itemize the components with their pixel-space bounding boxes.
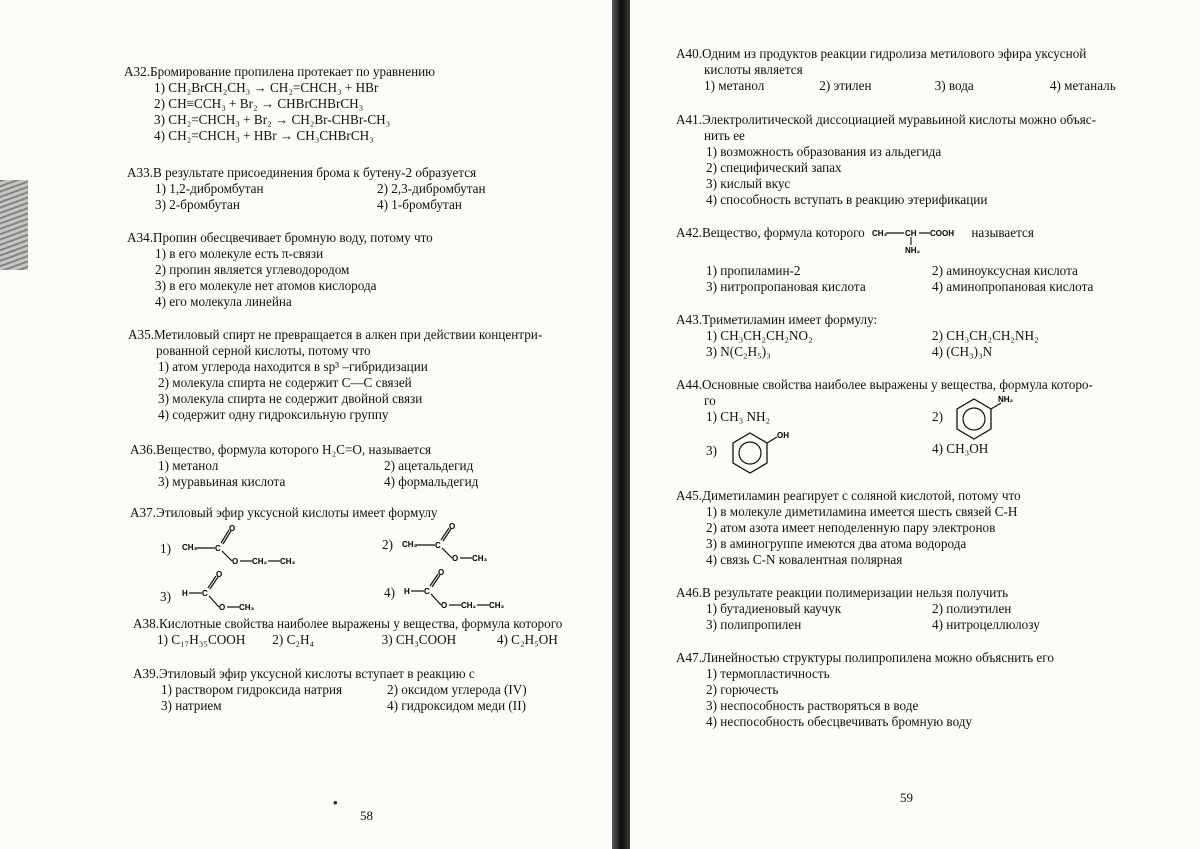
option: 1) в молекуле диметиламина имеется шесть связей C-H — [706, 504, 1018, 519]
option: 3) муравьиная кислота — [158, 474, 286, 489]
option: 1) раствором гидроксида натрия — [161, 682, 343, 697]
option: 4) CH₃OH — [932, 441, 989, 456]
svg-text:C: C — [435, 541, 441, 550]
question-a38 — [133, 616, 603, 648]
question-stem: A46.В результате реакции полимеризации нельзя получить — [676, 585, 1009, 600]
option: 4) способность вступать в реакцию этерификации — [706, 192, 988, 207]
ester-structure-2 — [402, 523, 502, 565]
option: 2) — [932, 409, 943, 424]
ester-structure-3 — [182, 571, 282, 615]
option: 4) C₂H₅OH — [496, 632, 558, 647]
option: 1) метанол — [704, 78, 765, 93]
question-a44 — [676, 377, 1186, 477]
phenol-structure — [722, 425, 802, 475]
option: 1) — [160, 541, 171, 556]
option: 3) полипропилен — [706, 617, 802, 632]
svg-text:COOH: COOH — [930, 229, 955, 238]
scan-mark: • — [333, 795, 338, 810]
option: 1) CH₃CH₂CH₂NO₂ — [706, 328, 813, 343]
option: 3) неспособность растворяться в воде — [706, 698, 919, 713]
option: 1) C₁₇H₃₅COOH — [157, 632, 246, 647]
question-stem: A47.Линейностью структуры полипропилена можно объяснить его — [676, 650, 1054, 665]
question-a42 — [676, 225, 1186, 297]
question-a45 — [676, 488, 1021, 568]
option: 4) (CH₃)₃N — [932, 344, 993, 359]
svg-text:CH: CH — [905, 229, 917, 238]
aminoacid-formula — [870, 225, 966, 255]
option: 2) горючесть — [706, 682, 779, 697]
svg-text:CH₃: CH₃ — [872, 229, 888, 238]
option: 3) — [160, 589, 171, 604]
option: 3) в аминогруппе имеются два атома водорода — [706, 536, 967, 551]
option: 3) N(C₂H₅)₃ — [706, 344, 771, 359]
svg-text:CH₂: CH₂ — [461, 601, 477, 610]
svg-text:H: H — [182, 589, 188, 598]
question-a40 — [676, 46, 1176, 94]
option: 2) CH≡CCH₃ + Br₂ → CHBrCHBrCH₃ — [154, 96, 364, 111]
svg-text:OH: OH — [777, 431, 789, 440]
svg-text:O: O — [438, 569, 445, 577]
option: 1) CH₂BrCH₂CH₃ → CH₂=CHCH₃ + HBr — [154, 80, 379, 95]
question-stem-end: называется — [971, 225, 1034, 240]
question-stem: A36.Вещество, формула которого H₂C=O, называется — [130, 442, 432, 457]
question-stem: A44.Основные свойства наиболее выражены у вещества, формула которо- — [676, 377, 1093, 392]
svg-text:O: O — [449, 523, 456, 531]
svg-text:O: O — [219, 603, 226, 612]
option: 3) молекула спирта не содержит двойной связи — [158, 391, 423, 406]
option: 3) нитропропановая кислота — [706, 279, 866, 294]
question-stem: A35.Метиловый спирт не превращается в алкен при действии концентри- — [128, 327, 543, 342]
svg-text:H: H — [404, 587, 410, 596]
svg-text:CH₃: CH₃ — [402, 540, 418, 549]
question-a36 — [130, 442, 550, 490]
svg-text:NH₂: NH₂ — [905, 246, 921, 255]
question-stem-continued: кислоты является — [704, 62, 803, 77]
svg-text:CH₃: CH₃ — [489, 601, 505, 610]
option: 1) пропиламин-2 — [706, 263, 801, 278]
question-stem-continued: рованной серной кислоты, потому что — [156, 343, 371, 358]
option: 2) полиэтилен — [932, 601, 1012, 616]
question-stem: A38.Кислотные свойства наиболее выражены у вещества, формула которого — [133, 616, 563, 631]
option: 2) аминоуксусная кислота — [932, 263, 1078, 278]
question-a41 — [676, 112, 1096, 208]
svg-text:C: C — [215, 544, 221, 553]
option: 4) неспособность обесцвечивать бромную воду — [706, 714, 973, 729]
question-a35 — [128, 327, 542, 423]
scan-artifact — [0, 180, 28, 270]
question-stem: A39.Этиловый эфир уксусной кислоты вступает в реакцию с — [133, 666, 475, 681]
page-number: 58 — [360, 808, 373, 823]
question-a46 — [676, 585, 1176, 633]
svg-text:NH₂: NH₂ — [998, 395, 1014, 404]
question-stem-continued: нить ее — [704, 128, 745, 143]
option: 2) C₂H₄ — [272, 632, 315, 647]
ester-structure-1 — [182, 523, 307, 565]
option: 3) кислый вкус — [706, 176, 791, 191]
svg-text:CH₃: CH₃ — [280, 557, 296, 565]
svg-text:O: O — [216, 571, 223, 579]
page-number: 59 — [900, 790, 913, 805]
svg-text:C: C — [424, 587, 430, 596]
question-a43 — [676, 312, 1176, 360]
option: 2) CH₃CH₂CH₂NH₂ — [932, 328, 1039, 343]
question-a39 — [133, 666, 573, 714]
option: 4) — [384, 585, 395, 600]
svg-text:CH₃: CH₃ — [182, 543, 198, 552]
svg-text:O: O — [441, 601, 448, 610]
option: 2) ацетальдегид — [384, 458, 474, 473]
aniline-structure — [946, 391, 1016, 441]
option: 1) возможность образования из альдегида — [706, 144, 942, 159]
option: 1) метанол — [158, 458, 219, 473]
option: 4) формальдегид — [384, 474, 479, 489]
question-a34 — [127, 230, 433, 310]
svg-text:CH₃: CH₃ — [472, 554, 488, 563]
option: 3) — [706, 443, 717, 458]
question-stem: A32.Бромирование пропилена протекает по уравнению — [124, 64, 436, 79]
question-stem-continued: го — [704, 393, 716, 408]
option: 2) пропин является углеводородом — [155, 262, 350, 277]
question-stem: A41.Электролитической диссоциацией муравьиной кислоты можно объяс- — [676, 112, 1097, 127]
right-page — [630, 0, 1200, 849]
option: 3) CH₂=CHCH₃ + Br₂ → CH₂Br-CHBr-CH₃ — [154, 112, 391, 127]
option: 2) оксидом углерода (IV) — [387, 682, 527, 697]
book-spine — [612, 0, 630, 849]
option: 2) 2,3-дибромбутан — [377, 181, 486, 196]
option: 2) — [382, 537, 393, 552]
question-a32 — [124, 64, 435, 144]
svg-text:C: C — [202, 589, 208, 598]
option: 3) в его молекуле нет атомов кислорода — [155, 278, 377, 293]
question-stem: A34.Пропин обесцвечивает бромную воду, потому что — [127, 230, 433, 245]
option: 1) атом углерода находится в sp³ –гибридизации — [158, 359, 428, 374]
question-a33 — [127, 165, 527, 213]
svg-text:O: O — [452, 554, 459, 563]
option: 1) бутадиеновый каучук — [706, 601, 842, 616]
question-stem: A40.Одним из продуктов реакции гидролиза метилового эфира уксусной — [676, 46, 1087, 61]
question-stem: A45.Диметиламин реагирует с соляной кислотой, потому что — [676, 488, 1021, 503]
option: 3) 2-бромбутан — [155, 197, 240, 212]
option: 2) этилен — [819, 78, 872, 93]
ester-structure-4 — [404, 569, 534, 613]
question-a37 — [130, 505, 570, 615]
option: 1) 1,2-дибромбутан — [155, 181, 264, 196]
option: 3) натрием — [161, 698, 222, 713]
option: 4) CH₂=CHCH₃ + HBr → CH₃CHBrCH₃ — [154, 128, 374, 143]
option: 4) его молекула линейна — [155, 294, 292, 309]
option: 1) термопластичность — [706, 666, 830, 681]
svg-text:O: O — [229, 524, 236, 533]
option: 4) нитроцеллюлозу — [932, 617, 1040, 632]
svg-text:CH₂: CH₂ — [252, 557, 268, 565]
option: 4) аминопропановая кислота — [932, 279, 1094, 294]
svg-text:O: O — [232, 557, 239, 565]
option: 3) CH₃COOH — [381, 632, 457, 647]
question-stem: A37.Этиловый эфир уксусной кислоты имеет формулу — [130, 505, 438, 520]
question-stem: A33.В результате присоединения брома к бутену-2 образуется — [127, 165, 477, 180]
option: 4) 1-бромбутан — [377, 197, 462, 212]
option: 1) в его молекуле есть π-связи — [155, 246, 324, 261]
option: 2) молекула спирта не содержит C—C связей — [158, 375, 412, 390]
option: 4) содержит одну гидроксильную группу — [158, 407, 389, 422]
question-stem: A43.Триметиламин имеет формулу: — [676, 312, 878, 327]
option: 4) гидроксидом меди (II) — [387, 698, 526, 713]
option: 2) специфический запах — [706, 160, 842, 175]
option: 3) вода — [934, 78, 974, 93]
question-stem: A42.Вещество, формула которого — [676, 225, 865, 240]
option: 4) связь C-N ковалентная полярная — [706, 552, 903, 567]
question-a47 — [676, 650, 1054, 730]
option: 4) метаналь — [1049, 78, 1116, 93]
svg-text:CH₃: CH₃ — [239, 603, 255, 612]
option: 2) атом азота имеет неподеленную пару электронов — [706, 520, 996, 535]
option: 1) CH₃ NH₂ — [706, 409, 771, 424]
